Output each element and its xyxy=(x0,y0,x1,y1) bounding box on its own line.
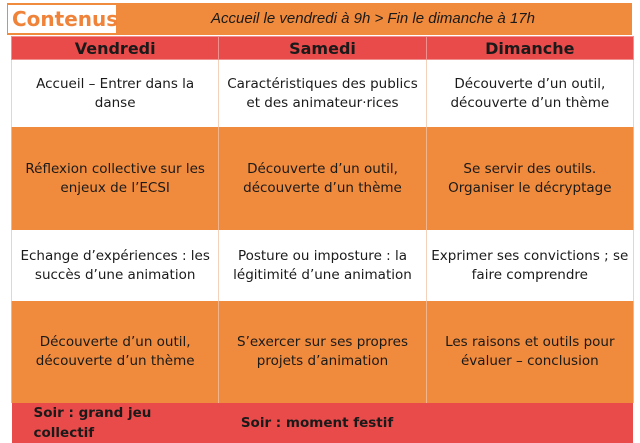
session-cell: Exprimer ses convictions ; se faire comprendre xyxy=(426,230,633,301)
table-row xyxy=(12,301,634,403)
evening-sunday xyxy=(426,403,633,443)
table-row xyxy=(12,230,634,301)
program-table xyxy=(11,36,634,443)
schedule-subtitle: Accueil le vendredi à 9h > Fin le dimanche à 17h xyxy=(211,10,535,27)
day-header-sunday: Dimanche xyxy=(426,37,633,60)
session-cell: Posture ou imposture : la légitimité d’une animation xyxy=(219,230,426,301)
evening-row xyxy=(12,403,634,443)
session-cell: Caractéristiques des publics et des animateur·rices xyxy=(219,60,426,128)
session-cell: Découverte d’un outil, découverte d’un thème xyxy=(12,301,219,403)
session-cell: Se servir des outils. Organiser le décryptage xyxy=(426,127,633,230)
session-cell: Echange d’expériences : les succès d’une animation xyxy=(12,230,219,301)
evening-friday: Soir : grand jeu collectif xyxy=(12,403,219,443)
day-header-friday: Vendredi xyxy=(12,37,219,60)
table-row xyxy=(12,60,634,128)
day-header-saturday: Samedi xyxy=(219,37,426,60)
session-cell: Réflexion collective sur les enjeux de l’ECSI xyxy=(12,127,219,230)
table-row xyxy=(12,127,634,230)
session-cell: Découverte d’un outil, découverte d’un thème xyxy=(219,127,426,230)
session-cell: Découverte d’un outil, découverte d’un thème xyxy=(426,60,633,128)
session-cell: S’exercer sur ses propres projets d’animation xyxy=(219,301,426,403)
day-header-row xyxy=(12,37,634,60)
session-cell: Accueil – Entrer dans la danse xyxy=(12,60,219,128)
contenus-title: Contenus xyxy=(8,5,116,33)
session-cell: Les raisons et outils pour évaluer – conclusion xyxy=(426,301,633,403)
evening-saturday: Soir : moment festif xyxy=(219,403,426,443)
